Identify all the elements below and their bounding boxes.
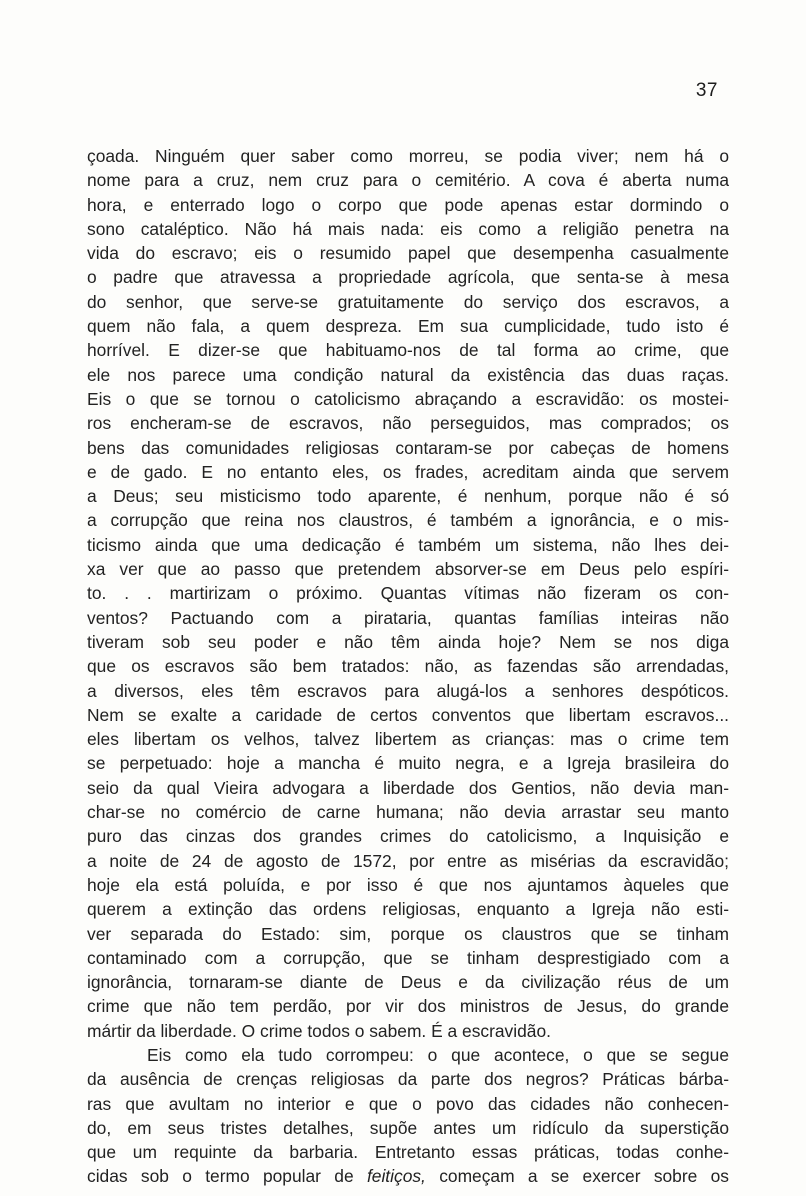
- body-text: [87, 144, 729, 1189]
- text-line: horrível. E dizer-se que habituamo-nos de tal forma ao crime, que: [87, 340, 729, 361]
- text-line: Eis o que se tornou o catolicismo abraçando a escravidão: os mostei-: [87, 388, 729, 409]
- italic-term: feitiços,: [366, 1166, 426, 1187]
- text-line: e de gado. E no entanto eles, os frades, acreditam ainda que servem: [87, 461, 729, 482]
- text-line: ticismo ainda que uma dedicação é também um sistema, não lhes dei-: [87, 534, 729, 555]
- text-line: çoada. Ninguém quer saber como morreu, se podia viver; nem há o: [87, 146, 729, 166]
- text-line: do, em seus tristes detalhes, supõe antes um ridículo da superstição: [87, 1117, 729, 1138]
- text-line: ele nos parece uma condição natural da existência das duas raças.: [87, 364, 729, 385]
- text-line: [87, 1164, 729, 1188]
- text-line: querem a extinção das ordens religiosas, enquanto a Igreja não esti-: [87, 899, 729, 920]
- text-segment: cidas sob o termo popular de: [87, 1166, 367, 1187]
- text-line: ras que avultam no interior e que o povo das cidades não conhecen-: [87, 1093, 729, 1114]
- text-line: a diversos, eles têm escravos para alugá-los a senhores despóticos.: [87, 680, 729, 701]
- text-line: da ausência de crenças religiosas da parte dos negros? Práticas bárba-: [87, 1069, 729, 1090]
- text-line: seio da qual Vieira advogara a liberdade dos Gentios, não devia man-: [87, 777, 729, 798]
- text-line: Nem se exalte a caridade de certos conventos que libertam escravos...: [87, 704, 729, 725]
- text-line: do senhor, que serve-se gratuitamente do serviço dos escravos, a: [87, 291, 729, 312]
- text-line: que os escravos são bem tratados: não, as fazendas são arrendadas,: [87, 656, 729, 677]
- text-line: que um requinte da barbaria. Entretanto essas práticas, todas conhe-: [87, 1142, 729, 1163]
- text-line: vida do escravo; eis o resumido papel que desempenha casualmente: [87, 243, 729, 264]
- text-line: ros encheram-se de escravos, não perseguidos, mas comprados; os: [87, 413, 729, 434]
- text-line: hoje ela está poluída, e por isso é que nos ajuntamos àqueles que: [87, 874, 729, 895]
- text-line: crime que não tem perdão, por vir dos ministros de Jesus, do grande: [87, 996, 729, 1017]
- text-line: quem não fala, a quem despreza. Em sua cumplicidade, tudo isto é: [87, 316, 729, 337]
- text-line: sono cataléptico. Não há mais nada: eis como a religião penetra na: [87, 218, 729, 239]
- text-line: xa ver que ao passo que pretendem absorver-se em Deus pelo espíri-: [87, 559, 729, 580]
- text-line: char-se no comércio de carne humana; não devia arrastar seu manto: [87, 802, 729, 823]
- text-line: ventos? Pactuando com a pirataria, quantas famílias inteiras não: [87, 607, 729, 628]
- text-line: a Deus; seu misticismo todo aparente, é nenhum, porque não é só: [87, 486, 729, 507]
- page-number: 37: [695, 80, 718, 101]
- text-line: a corrupção que reina nos claustros, é também a ignorância, e o mis-: [87, 510, 729, 531]
- text-segment: começam a se exercer sobre os: [425, 1166, 729, 1187]
- text-line: bens das comunidades religiosas contaram-se por cabeças de homens: [87, 437, 729, 458]
- text-line: ver separada do Estado: sim, porque os claustros que se tinham: [87, 923, 729, 944]
- text-line: eles libertam os velhos, talvez libertem as crianças: mas o crime tem: [87, 729, 729, 750]
- text-line: ignorância, tornaram-se diante de Deus e da civilização réus de um: [87, 972, 729, 993]
- text-line: nome para a cruz, nem cruz para o cemitério. A cova é aberta numa: [87, 170, 729, 191]
- text-line: puro das cinzas dos grandes crimes do catolicismo, a Inquisição e: [87, 826, 729, 847]
- text-line: tiveram sob seu poder e não têm ainda hoje? Nem se nos diga: [87, 631, 729, 652]
- text-line: o padre que atravessa a propriedade agrícola, que senta-se à mesa: [87, 267, 729, 288]
- text-line: hora, e enterrado logo o corpo que pode apenas estar dormindo o: [87, 194, 729, 215]
- text-line: to. . . martirizam o próximo. Quantas vítimas não fizeram os con-: [87, 583, 729, 604]
- text-line: mártir da liberdade. O crime todos o sabem. É a escravidão.: [87, 1020, 551, 1041]
- text-line: a noite de 24 de agosto de 1572, por entre as misérias da escravidão;: [87, 850, 729, 871]
- text-line: se perpetuado: hoje a mancha é muito negra, e a Igreja brasileira do: [87, 753, 729, 774]
- text-line: Eis como ela tudo corrompeu: o que acontece, o que se segue: [147, 1044, 729, 1065]
- text-line: contaminado com a corrupção, que se tinham desprestigiado com a: [87, 947, 729, 968]
